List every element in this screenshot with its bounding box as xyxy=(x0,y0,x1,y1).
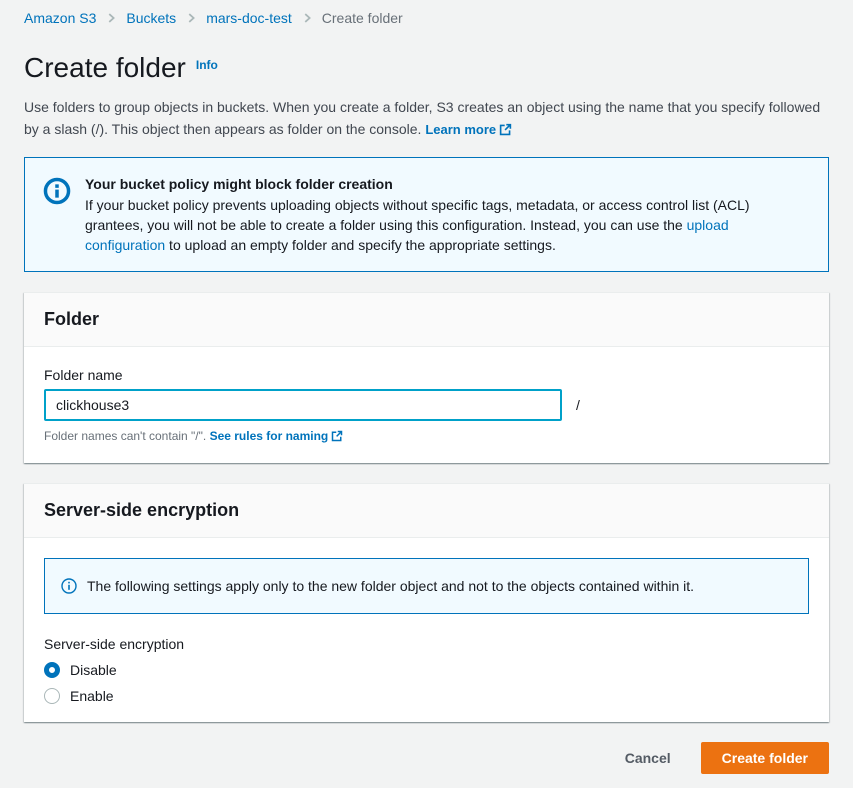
radio-unselected-icon[interactable] xyxy=(44,688,60,704)
breadcrumb-current: Create folder xyxy=(321,10,403,26)
constraint-text: Folder names can't contain "/". xyxy=(44,429,210,443)
radio-selected-icon[interactable] xyxy=(44,662,60,678)
info-link[interactable]: Info xyxy=(195,58,218,72)
radio-option-disable-label: Disable xyxy=(70,662,117,678)
create-folder-button[interactable]: Create folder xyxy=(701,742,829,774)
cancel-button[interactable]: Cancel xyxy=(621,744,675,772)
encryption-radio-group-label: Server-side encryption xyxy=(44,636,185,652)
breadcrumb xyxy=(24,0,829,26)
naming-rules-link[interactable] xyxy=(210,429,344,443)
breadcrumb-bucket-name[interactable]: mars-doc-test xyxy=(206,10,292,26)
encryption-info-text: The following settings apply only to the new folder object and not to the objects contained within it. xyxy=(87,578,695,594)
learn-more-label: Learn more xyxy=(425,122,497,137)
folder-section xyxy=(24,292,829,463)
breadcrumb-buckets[interactable]: Buckets xyxy=(126,10,177,26)
bucket-policy-alert xyxy=(24,157,829,272)
external-link-icon xyxy=(499,121,512,143)
encryption-info-alert xyxy=(44,558,809,614)
chevron-right-icon xyxy=(184,11,198,25)
folder-name-input[interactable] xyxy=(44,389,562,421)
folder-name-constraint xyxy=(44,429,809,445)
radio-option-disable[interactable] xyxy=(44,662,809,678)
alert-body xyxy=(85,195,810,255)
folder-name-label: Folder name xyxy=(44,367,123,383)
external-link-icon xyxy=(331,430,343,445)
encryption-section-title: Server-side encryption xyxy=(44,500,240,520)
info-circle-icon xyxy=(61,578,77,594)
radio-option-enable[interactable] xyxy=(44,688,809,704)
upload-configuration-link[interactable]: upload configuration xyxy=(85,217,729,253)
chevron-right-icon xyxy=(300,11,314,25)
alert-title: Your bucket policy might block folder creation xyxy=(85,176,393,192)
page-title: Create folder xyxy=(24,52,186,83)
alert-text-after: to upload an empty folder and specify the appropriate settings. xyxy=(165,237,556,253)
learn-more-link[interactable] xyxy=(425,122,512,137)
encryption-section xyxy=(24,483,829,722)
folder-section-header xyxy=(24,293,829,347)
radio-option-enable-label: Enable xyxy=(70,688,114,704)
page-description xyxy=(24,96,829,143)
footer-actions xyxy=(24,742,829,788)
page-description-text: Use folders to group objects in buckets. When you create a folder, S3 creates an object using the name that you specify followed by a slash (/). This object then appears as folder on the console. xyxy=(24,99,821,137)
folder-section-title: Folder xyxy=(44,309,100,329)
alert-text-before: If your bucket policy prevents uploading objects without specific tags, metadata, or access control list (ACL) grantees, you will not be able to create a folder using this configuration. Instead, you can use the xyxy=(85,197,750,233)
naming-rules-label: See rules for naming xyxy=(209,429,329,443)
chevron-right-icon xyxy=(104,11,118,25)
page-header xyxy=(24,52,829,143)
slash-suffix: / xyxy=(576,397,580,413)
breadcrumb-amazon-s3[interactable]: Amazon S3 xyxy=(24,10,97,26)
encryption-section-header xyxy=(24,484,829,538)
info-circle-icon xyxy=(43,177,71,210)
